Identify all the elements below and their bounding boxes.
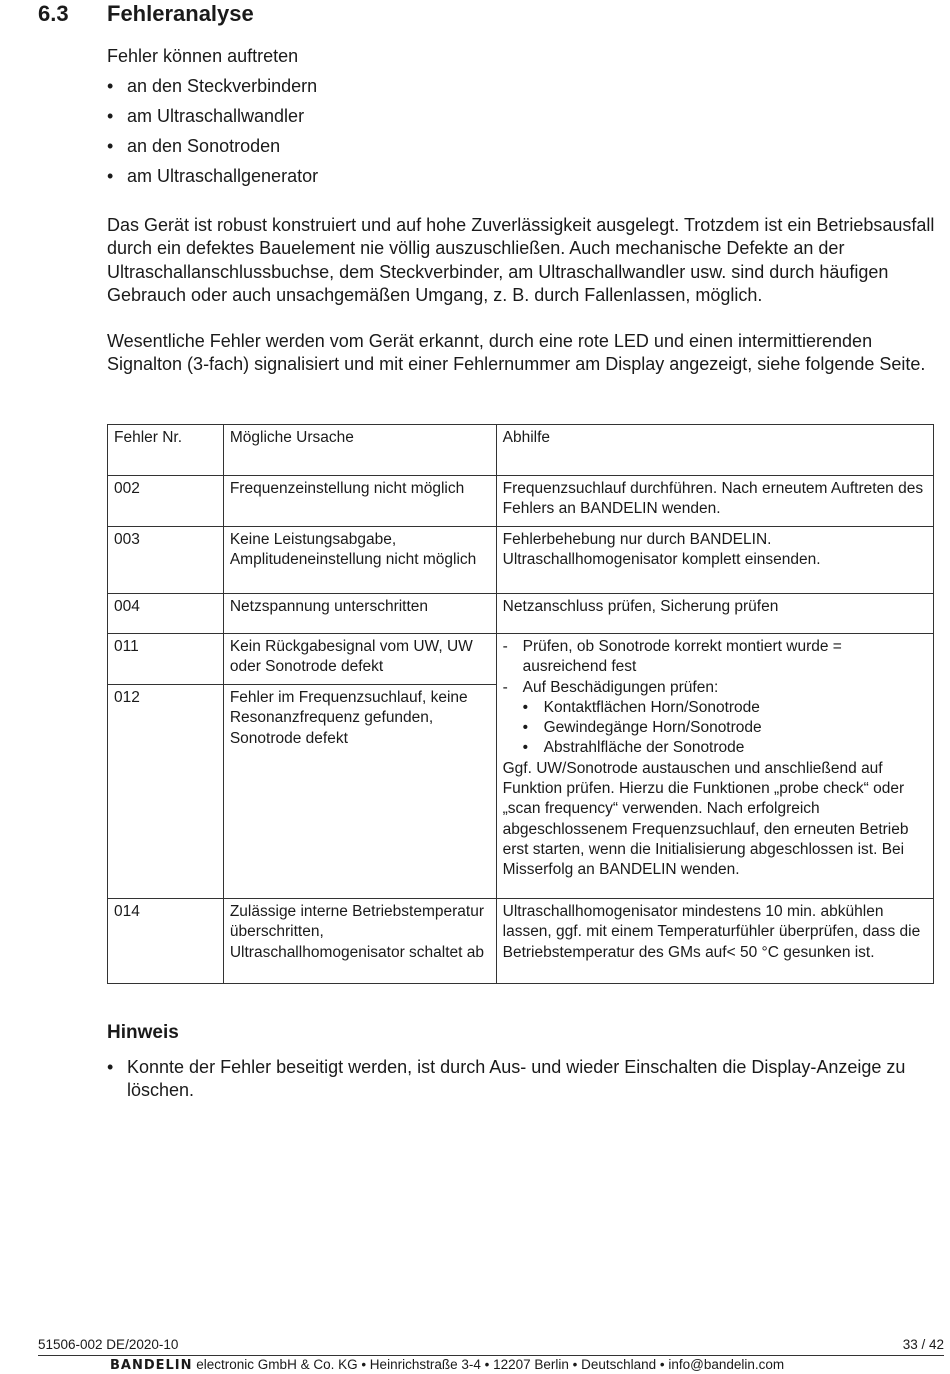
error-remedy: Fehlerbehebung nur durch BANDELIN. Ultraschallhomogenisator komplett einsenden. bbox=[496, 527, 933, 594]
error-number: 003 bbox=[108, 527, 224, 594]
table-row bbox=[108, 594, 934, 634]
remedy-replace-text: Ggf. UW/Sonotrode austauschen und anschließend auf Funktion prüfen. Hierzu die Funktionen „probe check“ oder „scan frequency“ verwenden. Nach erfolgreich abgeschlossenem Frequenzsuchlauf, den erneuten Betrieb erst starten, wenn die Initialisierung abgeschlossen ist. Bei Misserfolg an BANDELIN wenden. bbox=[502, 759, 909, 879]
error-number: 012 bbox=[108, 685, 224, 899]
error-cause: Netzspannung unterschritten bbox=[223, 594, 496, 634]
list-item: • an den Sonotroden bbox=[107, 134, 318, 164]
section-heading bbox=[38, 1, 254, 27]
table-row bbox=[108, 634, 934, 685]
list-item: • Kontaktflächen Horn/Sonotrode bbox=[503, 698, 927, 718]
paragraph-robustness: Das Gerät ist robust konstruiert und auf hohe Zuverlässigkeit ausgelegt. Trotzdem ist ein Betriebsausfall durch ein defektes Bauelement nie völlig auszuschließen. Auch mechanische Defekte an der Ultraschallanschlussbuchse, dem Steckverbinder, am Ultraschallwandler usw. sind durch häufigen Gebrauch oder auch unsachgemäßen Umgang, z. B. durch Fallenlassen, möglich. bbox=[107, 215, 935, 305]
intro-lead: Fehler können auftreten bbox=[107, 46, 299, 66]
company-address: electronic GmbH & Co. KG • Heinrichstraße 3-4 • 12207 Berlin • Deutschland • info@bandelin.com bbox=[192, 1357, 785, 1372]
error-remedy: Netzanschluss prüfen, Sicherung prüfen bbox=[496, 594, 933, 634]
error-number: 004 bbox=[108, 594, 224, 634]
error-number: 014 bbox=[108, 899, 224, 984]
footer-company-line bbox=[110, 1357, 784, 1373]
table-row bbox=[108, 899, 934, 984]
error-remedy: Ultraschallhomogenisator mindestens 10 min. abkühlen lassen, ggf. mit einem Temperaturfühler überprüfen, dass die Betriebstemperatur des GMs auf< 50 °C gesunken ist. bbox=[496, 899, 933, 984]
section-title: Fehleranalyse bbox=[107, 1, 254, 26]
remedy-check-damage: - Auf Beschädigungen prüfen: bbox=[503, 678, 927, 698]
list-item: • am Ultraschallgenerator bbox=[107, 164, 318, 194]
error-table bbox=[107, 424, 934, 984]
paragraph-error-detection: Wesentliche Fehler werden vom Gerät erkannt, durch eine rote LED und einen intermittierenden Signalton (3-fach) signalisiert und mit einer Fehlernummer am Display angezeigt, siehe folgende Seite. bbox=[107, 331, 926, 375]
error-number: 002 bbox=[108, 476, 224, 527]
error-cause: Fehler im Frequenzsuchlauf, keine Resonanzfrequenz gefunden, Sonotrode defekt bbox=[223, 685, 496, 899]
error-remedy-shared bbox=[496, 634, 933, 899]
page-number: 33 / 42 bbox=[902, 1337, 944, 1352]
header-error-number: Fehler Nr. bbox=[108, 425, 224, 476]
table-header-row bbox=[108, 425, 934, 476]
document-id: 51506-002 DE/2020-10 bbox=[38, 1337, 179, 1352]
table-row bbox=[108, 527, 934, 594]
list-item: • an den Steckverbindern bbox=[107, 74, 318, 104]
error-remedy: Frequenzsuchlauf durchführen. Nach erneutem Auftreten des Fehlers an BANDELIN wenden. bbox=[496, 476, 933, 527]
table-row bbox=[108, 476, 934, 527]
brand-logo: BANDELIN bbox=[110, 1358, 193, 1373]
remedy-check-mount: - Prüfen, ob Sonotrode korrekt montiert wurde = ausreichend fest bbox=[503, 637, 927, 678]
header-remedy: Abhilfe bbox=[496, 425, 933, 476]
intro-bullet-list bbox=[107, 74, 318, 194]
note-text: • Konnte der Fehler beseitigt werden, ist durch Aus- und wieder Einschalten die Display-Anzeige zu löschen. bbox=[107, 1056, 943, 1103]
footer-divider bbox=[38, 1355, 944, 1356]
note-title: Hinweis bbox=[107, 1022, 179, 1043]
error-cause: Zulässige interne Betriebstemperatur überschritten, Ultraschallhomogenisator schaltet ab bbox=[223, 899, 496, 984]
header-cause: Mögliche Ursache bbox=[223, 425, 496, 476]
error-cause: Kein Rückgabesignal vom UW, UW oder Sonotrode defekt bbox=[223, 634, 496, 685]
list-item: • am Ultraschallwandler bbox=[107, 104, 318, 134]
error-number: 011 bbox=[108, 634, 224, 685]
error-cause: Keine Leistungsabgabe, Amplitudeneinstellung nicht möglich bbox=[223, 527, 496, 594]
section-number: 6.3 bbox=[38, 1, 69, 26]
intro-block bbox=[107, 44, 318, 194]
error-cause: Frequenzeinstellung nicht möglich bbox=[223, 476, 496, 527]
list-item: • Gewindegänge Horn/Sonotrode bbox=[503, 718, 927, 738]
list-item: • Abstrahlfläche der Sonotrode bbox=[503, 738, 927, 758]
